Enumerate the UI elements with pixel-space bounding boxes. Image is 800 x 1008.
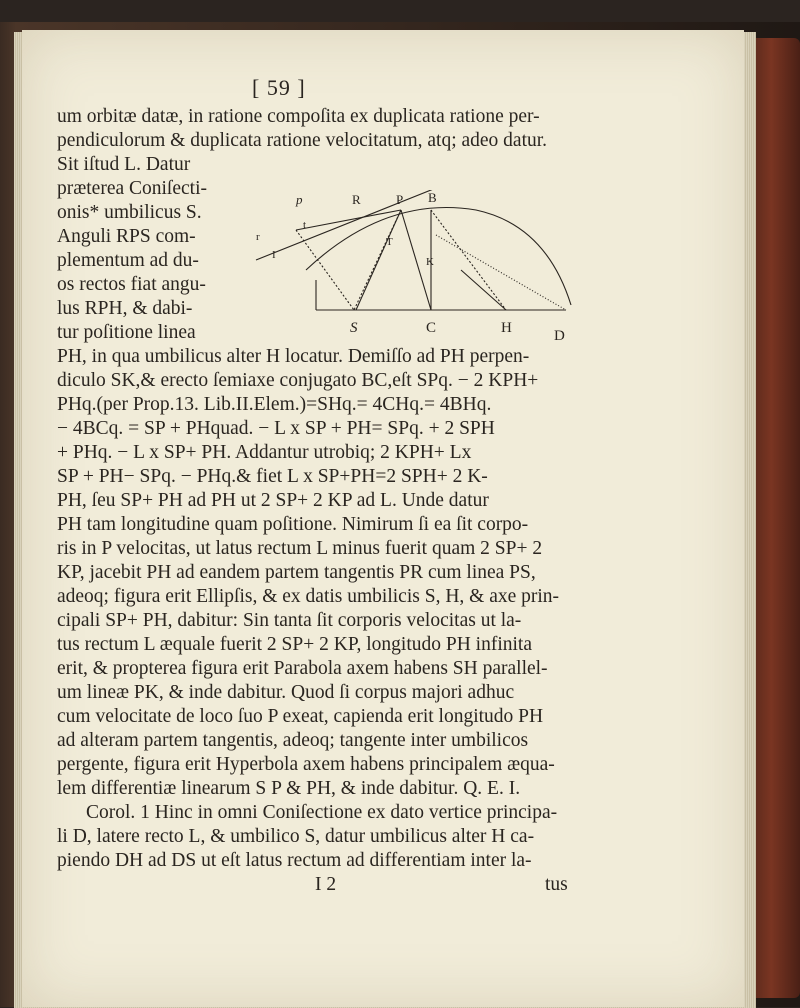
text-line: um lineæ PK, & inde dabitur. Quod ſi corpus majori adhuc (57, 682, 515, 703)
text-line: Anguli RPS com- (57, 226, 196, 247)
label-K: K (426, 256, 434, 268)
text-line: lus RPH, & dabi- (57, 298, 193, 319)
text-line: lem differentiæ linearum S P & PH, & inde dabitur. Q. E. I. (57, 778, 521, 799)
label-B: B (428, 190, 437, 205)
text-line: pendiculorum & duplicata ratione velocitatum, atq; adeo datur. (57, 130, 548, 151)
label-r: r (256, 231, 260, 243)
signature-mark: I 2 (315, 874, 337, 895)
label-P: P (396, 192, 404, 207)
text-line: PH, ſeu SP+ PH ad PH ut 2 SP+ 2 KP ad L. Unde datur (57, 490, 489, 511)
text-line: os rectos fiat angu- (57, 274, 206, 295)
text-line: SP + PH− SPq. − PHq.& fiet L x SP+PH=2 SPH+ 2 K- (57, 466, 488, 487)
text-line: cum velocitate de loco ſuo P exeat, capienda erit longitudo PH (57, 706, 544, 727)
text-line: − 4BCq. = SP + PHquad. − L x SP + PH= SPq. + 2 SPH (57, 418, 495, 439)
text-line: tur poſitione linea (57, 322, 196, 343)
page-header: [ 59 ] (252, 75, 306, 100)
text-line: erit, & propterea figura erit Parabola axem habens SH parallel- (57, 658, 548, 679)
text-line: PH tam longitudine quam poſitione. Nimirum ſi ea ſit corpo- (57, 514, 529, 535)
label-C: C (426, 320, 437, 336)
label-I: I (272, 249, 276, 261)
label-R: R (352, 192, 361, 207)
text-line: adeoq; figura erit Ellipſis, & ex datis umbilicis S, H, & axe prin- (57, 586, 560, 607)
text-line: tus rectum L æquale fuerit 2 SP+ 2 KP, longitudo PH infinita (57, 634, 532, 655)
book-cover-edge (752, 38, 800, 998)
text-line: KP, jacebit PH ad eandem partem tangentis PR cum linea PS, (57, 562, 536, 583)
text-line: ris in P velocitas, ut latus rectum L minus fuerit quam 2 SP+ 2 (57, 538, 543, 559)
text-line: + PHq. − L x SP+ PH. Addantur utrobiq; 2 KPH+ Lx (57, 442, 472, 463)
label-H: H (501, 320, 512, 336)
text-line: diculo SK,& erecto ſemiaxe conjugato BC,eſt SPq. − 2 KPH+ (57, 370, 539, 391)
text-line: ad alteram partem tangentis, adeoq; tangente inter umbilicos (57, 730, 529, 751)
label-S: S (350, 320, 358, 336)
text-line: plementum ad du- (57, 250, 199, 271)
label-D: D (554, 328, 565, 344)
text-line: cipali SP+ PH, dabitur: Sin tanta ſit corporis velocitas ut la- (57, 610, 522, 631)
label-T: T (386, 236, 393, 248)
text-line: Corol. 1 Hinc in omni Coniſectione ex dato vertice principa- (86, 802, 558, 823)
label-p: p (296, 192, 303, 207)
text-line: præterea Coniſecti- (57, 178, 207, 199)
text-line: piendo DH ad DS ut eſt latus rectum ad differentiam inter la- (57, 850, 532, 871)
label-t: t (303, 219, 307, 231)
conic-diagram (236, 190, 576, 350)
text-line: PHq.(per Prop.13. Lib.II.Elem.)=SHq.= 4CHq.= 4BHq. (57, 394, 492, 415)
text-line: PH, in qua umbilicus alter H locatur. Demiſſo ad PH perpen- (57, 346, 530, 367)
text-line: onis* umbilicus S. (57, 202, 202, 223)
text-line: Sit iſtud L. Datur (57, 154, 191, 175)
text-line: um orbitæ datæ, in ratione compoſita ex duplicata ratione per- (57, 106, 540, 127)
text-line: li D, latere recto L, & umbilico S, datur umbilicus alter H ca- (57, 826, 535, 847)
catchword: tus (545, 874, 568, 895)
text-line: pergente, figura erit Hyperbola axem habens principalem æqua- (57, 754, 555, 775)
